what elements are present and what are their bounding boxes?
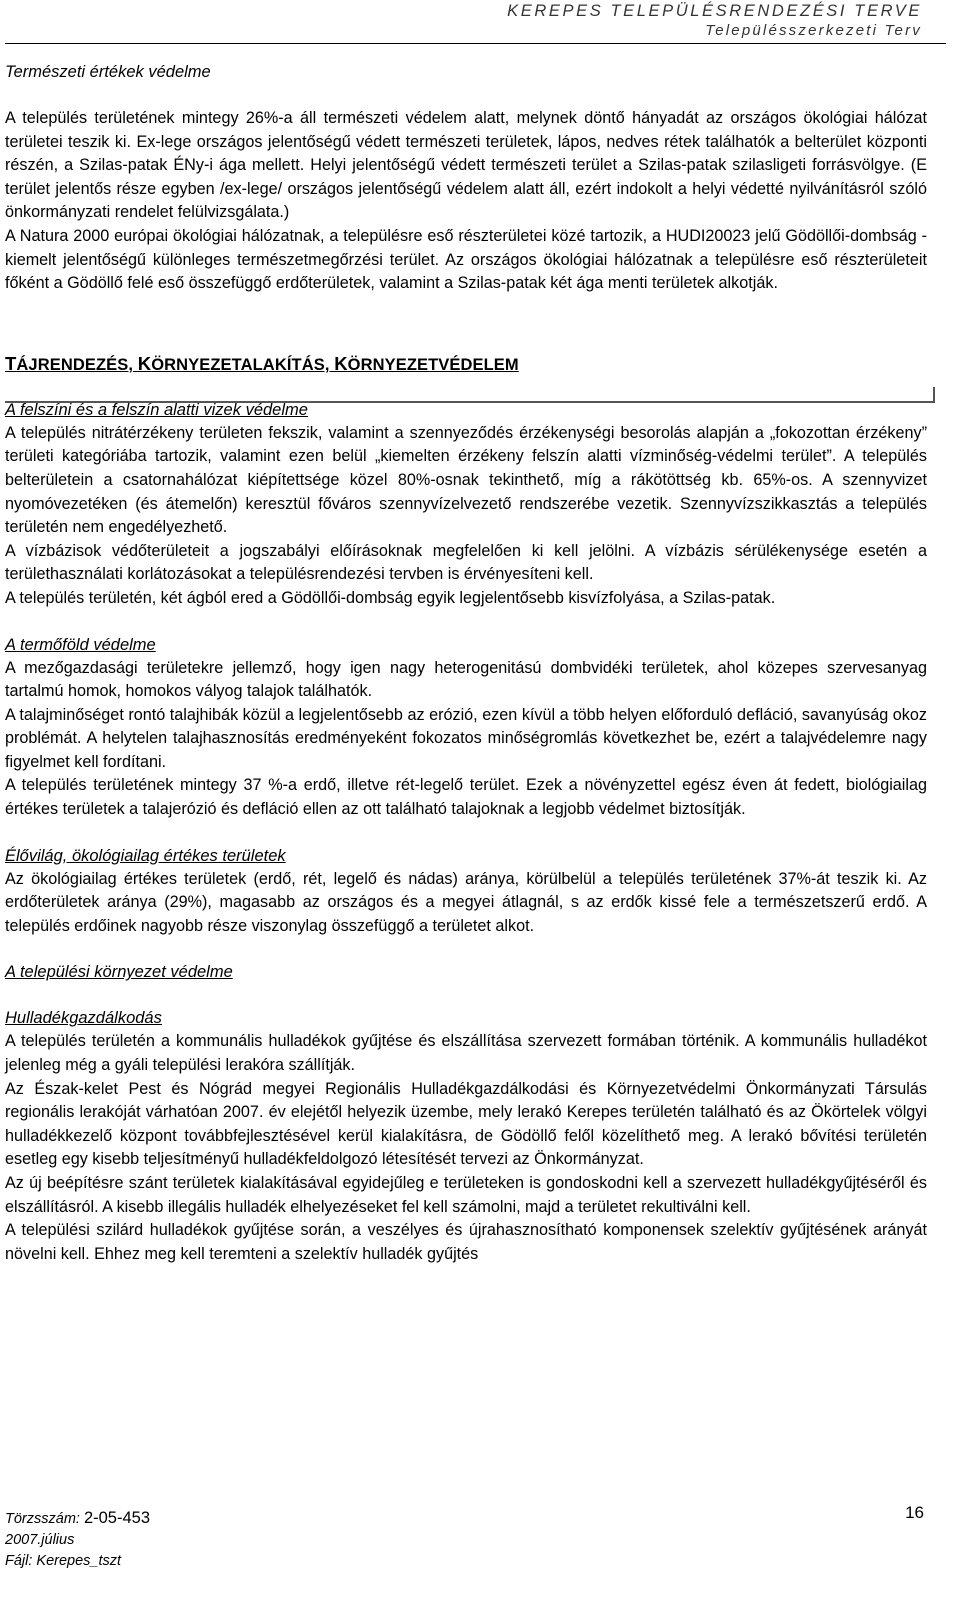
section-heading-nature: Természeti értékek védelme: [5, 63, 211, 81]
document-date: 2007.július: [5, 1532, 75, 1548]
subsection-heading-waste: Hulladékgazdálkodás: [5, 1009, 162, 1028]
subsection-heading-ecology: Élővilág, ökológiailag értékes területek: [5, 846, 286, 865]
register-value: 2-05-453: [83, 1509, 151, 1527]
subsection-heading-environment: A települési környezet védelme: [5, 963, 233, 982]
paragraph: A települési szilárd hulladékok gyűjtése során, a veszélyes és újrahasznosítható komponensek szelektív gyűjtésének arányát növelni kell. Ehhez meg kell teremteni a szelektív hulladék gyűjtés: [5, 1221, 927, 1263]
register-number: [5, 1508, 150, 1530]
document-body: [5, 60, 927, 1266]
section-heading-rule: [5, 387, 935, 403]
register-label: Törzsszám:: [5, 1511, 80, 1527]
paragraph: A Natura 2000 európai ökológiai hálózatnak, a településre eső részterületei közé tartozik, a HUDI20023 jelű Gödöllői-dombság - kiemelt jelentőségű különleges természetmegőrzési terület. Az országos ökológiai hálózatnak a településre eső részterületeit főként a Gödöllő felé eső összefüggő erdőterületek, valamint a Szilas-patak két ága menti területek alkotják.: [5, 226, 927, 293]
file-name: Fájl: Kerepes_tszt: [5, 1553, 122, 1569]
paragraph: A település nitrátérzékeny területen fekszik, valamint a szennyeződés érzékenységi besorolás alapján a „fokozottan érzékeny” területi kategóriába tartozik, valamint ezen belül „kiemelten érzékeny felszín alatti vízminőség-védelmi terület”. A település belterületein a csatornahálózat kiépítettsége közel 80%-osnak tekinthető, míg a rákötöttség kb. 65%-os. A szennyvizet nyomóvezetéken (és átemelőn) keresztül főváros szennyvízelvezető rendszerébe vezetik. Szennyvízszikkasztás a település területén nem engedélyezhető.: [5, 423, 927, 537]
paragraph: A talajminőséget rontó talajhibák közül a legjelentősebb az erózió, ezen kívül a több helyen előforduló defláció, savanyúság okoz problémát. A helytelen talajhasznosítás eredményeként fokozatos minőségromlás következhet be, ezért a talajvédelemre nagy figyelmet kell fordítani.: [5, 705, 927, 771]
page-number: 16: [905, 1503, 924, 1522]
paragraph: A település területén, két ágból ered a Gödöllői-dombság egyik legjelentősebb kisvízfolyása, a Szilas-patak.: [5, 588, 776, 607]
document-footer: [5, 1508, 150, 1572]
paragraph: A mezőgazdasági területekre jellemző, hogy igen nagy heterogenitású dombvidéki területek, ahol közepes szervesanyag tartalmú homok, homokos vályog talajok találhatók.: [5, 658, 927, 701]
paragraph: A település területén a kommunális hulladékok gyűjtése és elszállítása szervezett formában történik. A kommunális hulladékot jelenleg még a gyáli települési lerakóra szállítják.: [5, 1032, 927, 1075]
main-section-heading: TÁJRENDEZÉS, KÖRNYEZETALAKÍTÁS, KÖRNYEZETVÉDELEM: [5, 352, 519, 374]
paragraph: A vízbázisok védőterületeit a jogszabályi előírásoknak megfelelően ki kell jelölni. A vízbázis sérülékenysége esetén a területhasználati korlátozásokat a településrendezési tervben is érvényesíteni kell.: [5, 541, 927, 584]
paragraph: Az Észak-kelet Pest és Nógrád megyei Regionális Hulladékgazdálkodási és Környezetvédelmi Önkormányzati Társulás regionális lerakóját várhatóan 2007. év elejétől helyezik üzembe, mely lerakó Kerepes területén található és az Ökörtelek völgyi hulladékkezelő központ továbbfejlesztésével kerül kialakításra, de Gödöllő felől közelíthető meg. A lerakó bővítési területén esetleg egy kisebb teljesítményű hulladékfeldolgozó létesítését tervezi az Önkormányzat.: [5, 1079, 927, 1169]
paragraph: A település területének mintegy 37 %-a erdő, illetve rét-legelő terület. Ezek a növényzettel egész éven át fedett, biológiailag értékes területek a talajerózió és defláció ellen az ott található talajoknak a legjobb védelmet biztosítják.: [5, 776, 927, 819]
header-title: KEREPES TELEPÜLÉSRENDEZÉSI TERVE: [507, 2, 922, 20]
subsection-heading-soil: A termőföld védelme: [5, 635, 156, 654]
header-divider: [5, 43, 946, 44]
paragraph: Az ökológiailag értékes területek (erdő, rét, legelő és nádas) aránya, körülbelül a település területének 37%-át teszik ki. Az erdőterületek aránya (29%), magasabb az országos és a megyei átlagnál, s az erdők kissé fele a természetszerű erdő. A település erdőinek nagyobb része viszonylag összefüggő a területet alkot.: [5, 869, 927, 935]
header-subtitle: Településszerkezeti Terv: [705, 22, 922, 39]
paragraph: Az új beépítésre szánt területek kialakításával egyidejűleg e területeken is gondoskodni kell a szervezett hulladékgyűjtéséről és elszállításról. A kisebb illegális hulladék elhelyezéseket fel kell számolni, majd a területet rekultiválni kell.: [5, 1174, 927, 1216]
subsection-heading-water: A felszíni és a felszín alatti vizek védelme: [5, 400, 308, 419]
paragraph: A település területének mintegy 26%-a áll természeti védelem alatt, melynek döntő hányadát az országos ökológiai hálózat területei teszik ki. Ex-lege országos jelentőségű védett természeti területek, lápos, nedves rétek találhatók a belterület központi részén, a Szilas-patak ÉNy-i ága mellett. Helyi jelentőségű védett természeti terület a Szilas-patak szilasligeti forrásvölgye. (E terület jelentős része egyben /ex-lege/ országos jelentőségű védelem alatt áll, ezért indokolt a helyi védetté nyilvánításról szóló önkormányzati rendelet felülvizsgálata.): [5, 109, 927, 222]
